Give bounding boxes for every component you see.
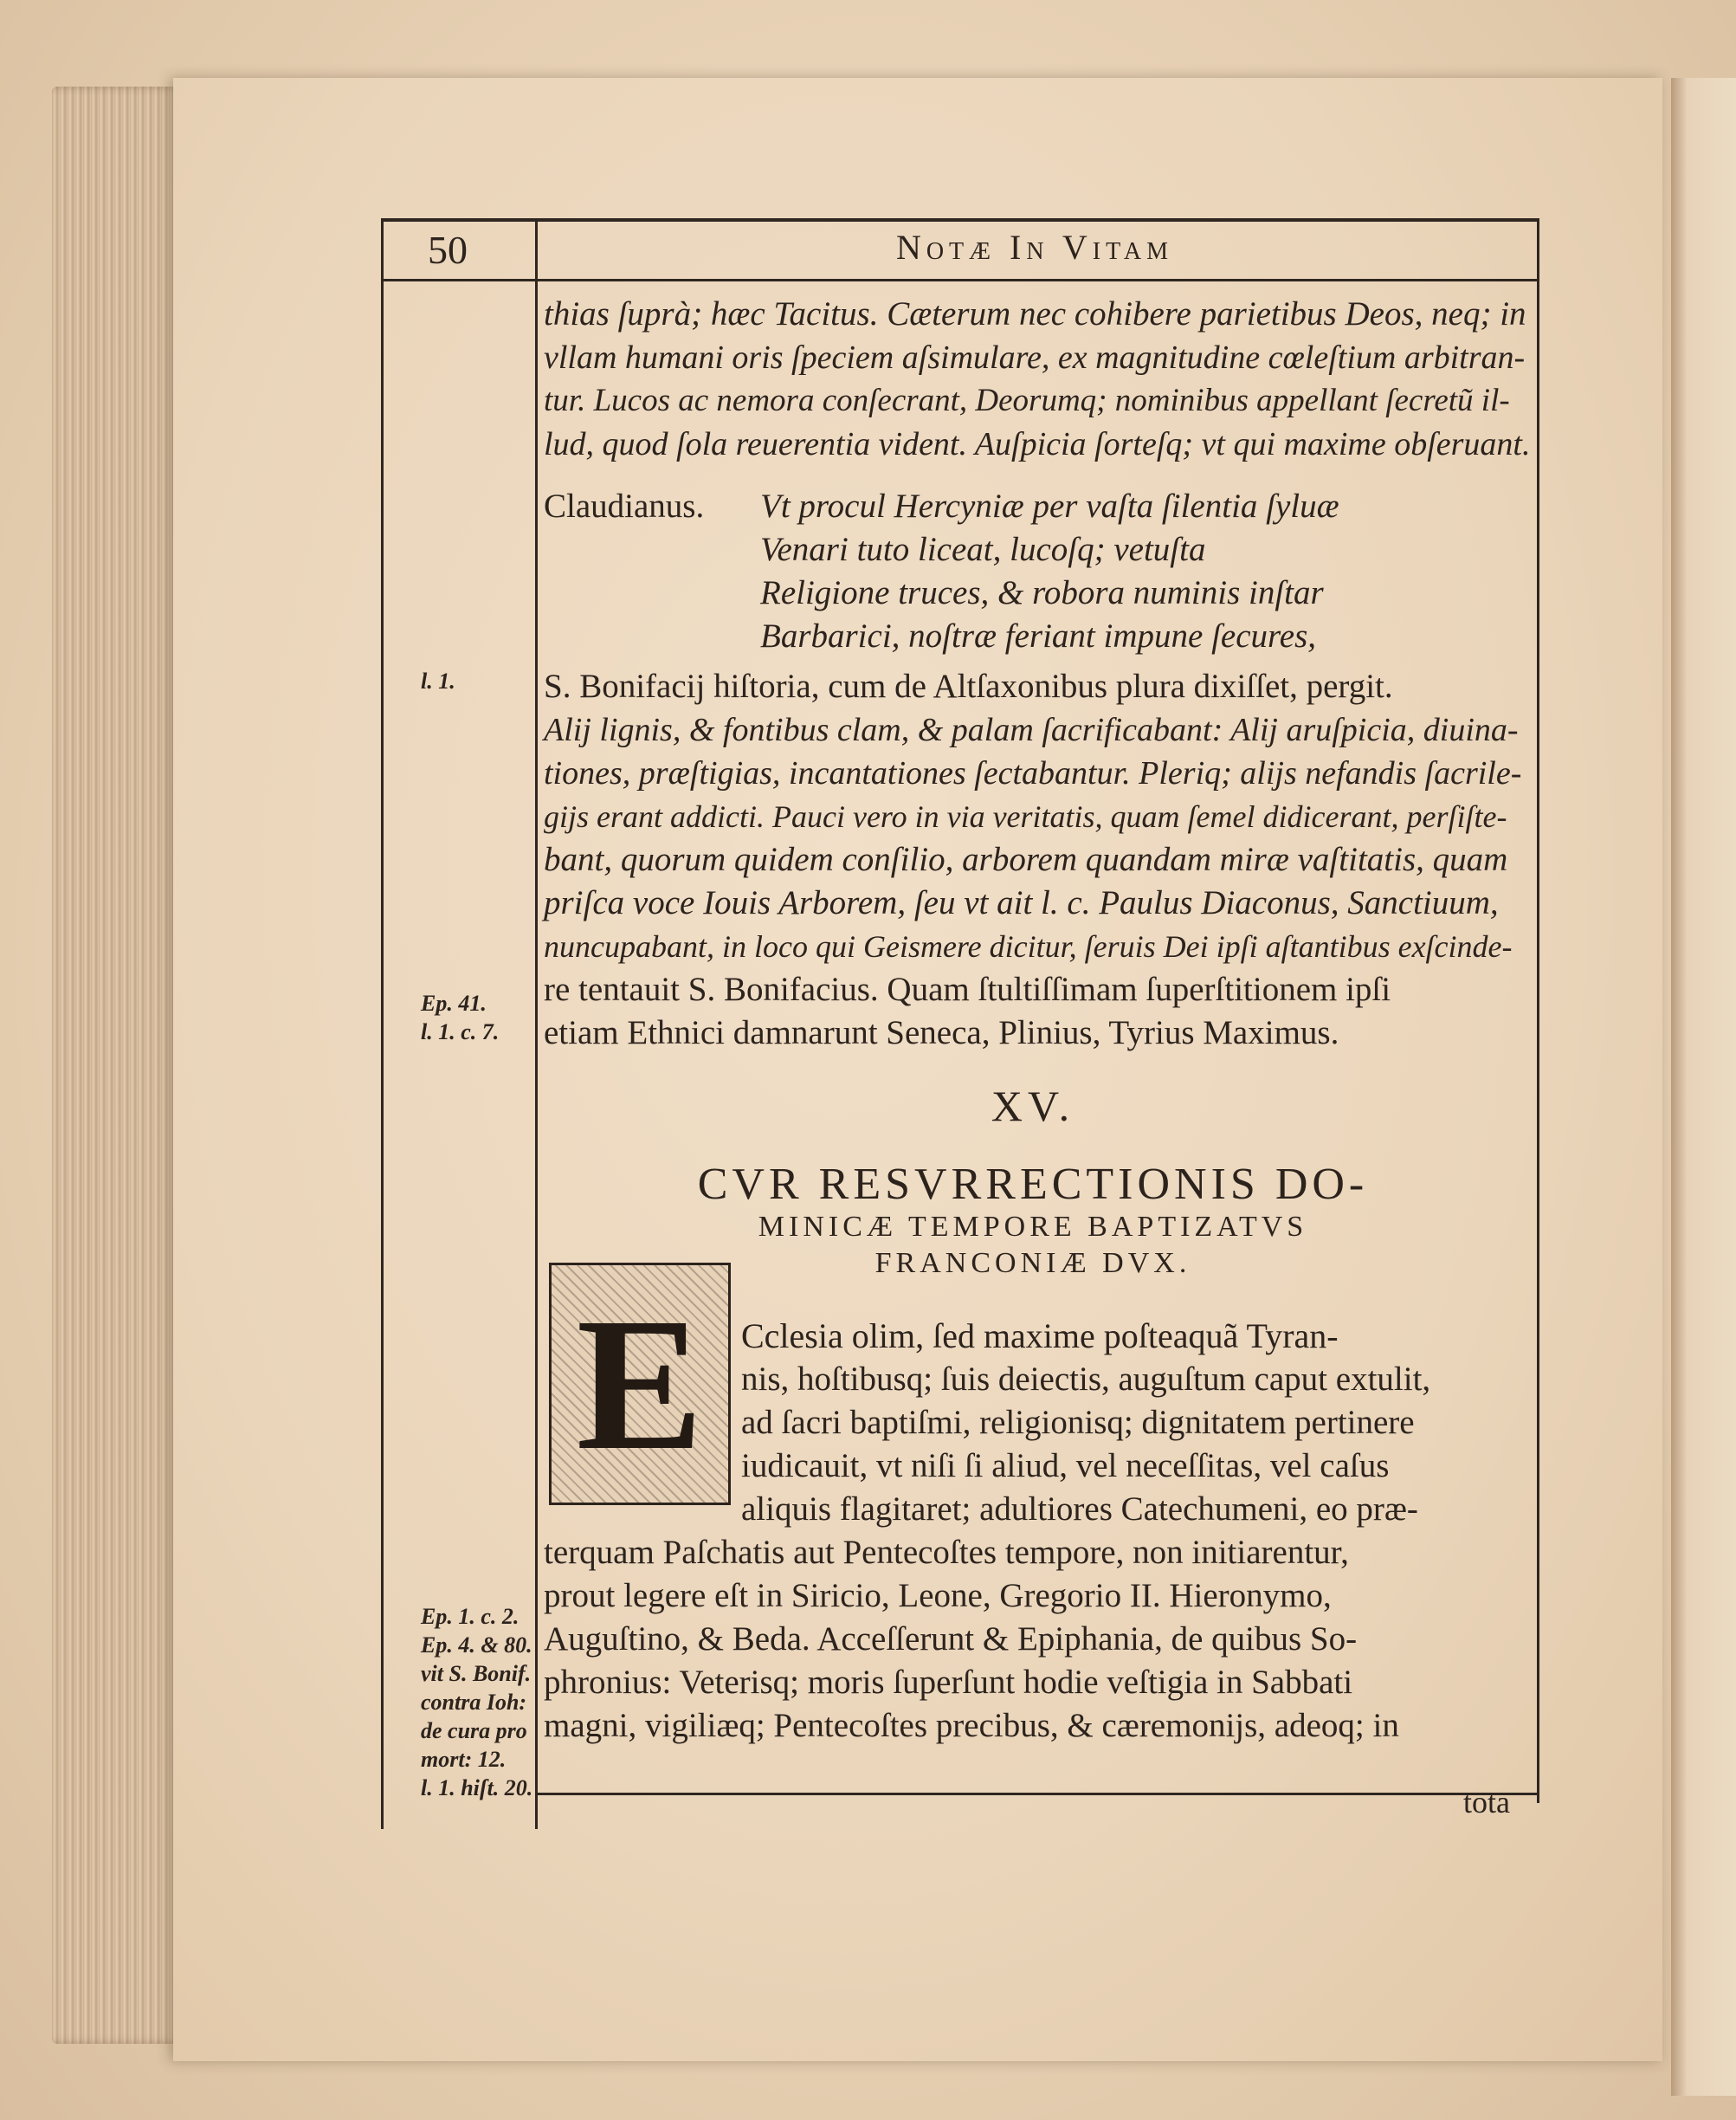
margin-note: vit S. Bonif. (421, 1661, 532, 1686)
body-line: Alij lignis, & fontibus clam, & palam ſacrificabant: Alij aruſpicia, diuina- (544, 712, 1519, 748)
verse-line: Vt procul Hercyniæ per vaſta ſilentia ſyluæ (760, 488, 1339, 525)
body-line: nis, hoſtibusq; ſuis deiectis, auguſtum caput extulit, (741, 1361, 1431, 1398)
body-line: Auguſtino, & Beda. Acceſſerunt & Epiphania, de quibus So- (544, 1620, 1358, 1658)
facing-page-edge (1671, 78, 1736, 2096)
margin-note: Ep. 1. c. 2. (421, 1604, 520, 1629)
margin-note: Ep. 4. & 80. (421, 1632, 532, 1658)
body-line: prout legere eſt in Siricio, Leone, Gregorio II. Hieronymo, (544, 1577, 1332, 1614)
verse-line: Barbarici, noſtræ feriant impune ſecures, (760, 617, 1316, 655)
drop-cap-letter: E (576, 1278, 704, 1490)
body-line: terquam Paſchatis aut Pentecoſtes tempore, non initiarentur, (544, 1534, 1349, 1571)
frame-left-rule (381, 218, 384, 1829)
margin-note: l. 1. c. 7. (421, 1019, 500, 1044)
body-line: phronius: Veterisq; moris ſuperſunt hodie veſtigia in Sabbati (544, 1664, 1353, 1701)
footer-rule (535, 1793, 1539, 1795)
body-line: thias ſuprà; hæc Tacitus. Cæterum nec cohibere parietibus Deos, neq; in (544, 295, 1526, 333)
body-line: magni, vigiliæq; Pentecoſtes precibus, & cæremonijs, adeoq; in (544, 1707, 1399, 1744)
header-rule (381, 279, 1539, 281)
book-fore-edge (52, 87, 182, 2044)
body-line: aliquis flagitaret; adultiores Catechumeni, eo præ- (741, 1490, 1418, 1528)
chapter-title-line: CVR RESVRRECTIONIS DO- (697, 1160, 1369, 1209)
body-line: lud, quod ſola reuerentia vident. Auſpicia ſorteſq; vt qui maxime obſeruant. (544, 426, 1531, 462)
body-line: ad ſacri baptiſmi, religionisq; dignitatem pertinere (741, 1404, 1415, 1441)
section-number: XV. (991, 1082, 1075, 1130)
chapter-title-line: FRANCONIÆ DVX. (874, 1247, 1191, 1279)
margin-note: contra Ioh: (421, 1690, 527, 1715)
body-line: gijs erant addicti. Pauci vero in via veritatis, quam ſemel didicerant, perſiſte- (544, 799, 1507, 834)
margin-note: Ep. 41. (421, 991, 487, 1016)
margin-note: de cura pro (421, 1718, 527, 1743)
body-line: Cclesia olim, ſed maxime poſteaquã Tyran- (741, 1316, 1339, 1355)
body-line: tiones, præſtigias, incantationes ſectabantur. Pleriq; alijs nefandis ſacrile- (544, 755, 1522, 792)
page-number: 50 (428, 228, 468, 272)
chapter-title-line: MINICÆ TEMPORE BAPTIZATVS (758, 1211, 1308, 1243)
body-line: vllam humani oris ſpeciem aſsimulare, ex magnitudine cœleſtium arbitran- (544, 339, 1526, 376)
margin-note: l. 1. hiſt. 20. (421, 1775, 533, 1800)
body-line: S. Bonifacij hiſtoria, cum de Altſaxonibus plura dixiſſet, pergit. (544, 668, 1393, 705)
ornamented-initial (549, 1263, 731, 1505)
catchword: tota (1463, 1785, 1510, 1819)
verse-line: Religione truces, & robora numinis inſtar (760, 574, 1324, 611)
verse-author: Claudianus. (544, 488, 705, 525)
body-line: priſca voce Iouis Arborem, ſeu vt ait l. c. Paulus Diaconus, Sanctiuum, (544, 884, 1499, 921)
body-line: iudicauit, vt niſi ſi aliud, vel neceſſitas, vel caſus (741, 1447, 1390, 1484)
body-line: re tentauit S. Bonifacius. Quam ſtultiſſimam ſuperſtitionem ipſi (544, 971, 1391, 1008)
frame-margin-rule (535, 218, 538, 1829)
body-line: etiam Ethnici damnarunt Seneca, Plinius, Tyrius Maximus. (544, 1014, 1339, 1051)
margin-note: mort: 12. (421, 1747, 507, 1772)
running-title: Notæ In Vitam (895, 228, 1174, 267)
body-line: nuncupabant, in loco qui Geismere dicitur, ſeruis Dei ipſi aſtantibus exſcinde- (544, 929, 1513, 964)
verse-line: Venari tuto liceat, lucoſq; vetuſta (760, 531, 1206, 568)
margin-note: l. 1. (421, 669, 455, 694)
frame-right-rule (1537, 218, 1539, 1803)
body-line: bant, quorum quidem conſilio, arborem quandam miræ vaſtitatis, quam (544, 841, 1508, 878)
body-line: tur. Lucos ac nemora conſecrant, Deorumq; nominibus appellant ſecretũ il- (544, 383, 1510, 418)
